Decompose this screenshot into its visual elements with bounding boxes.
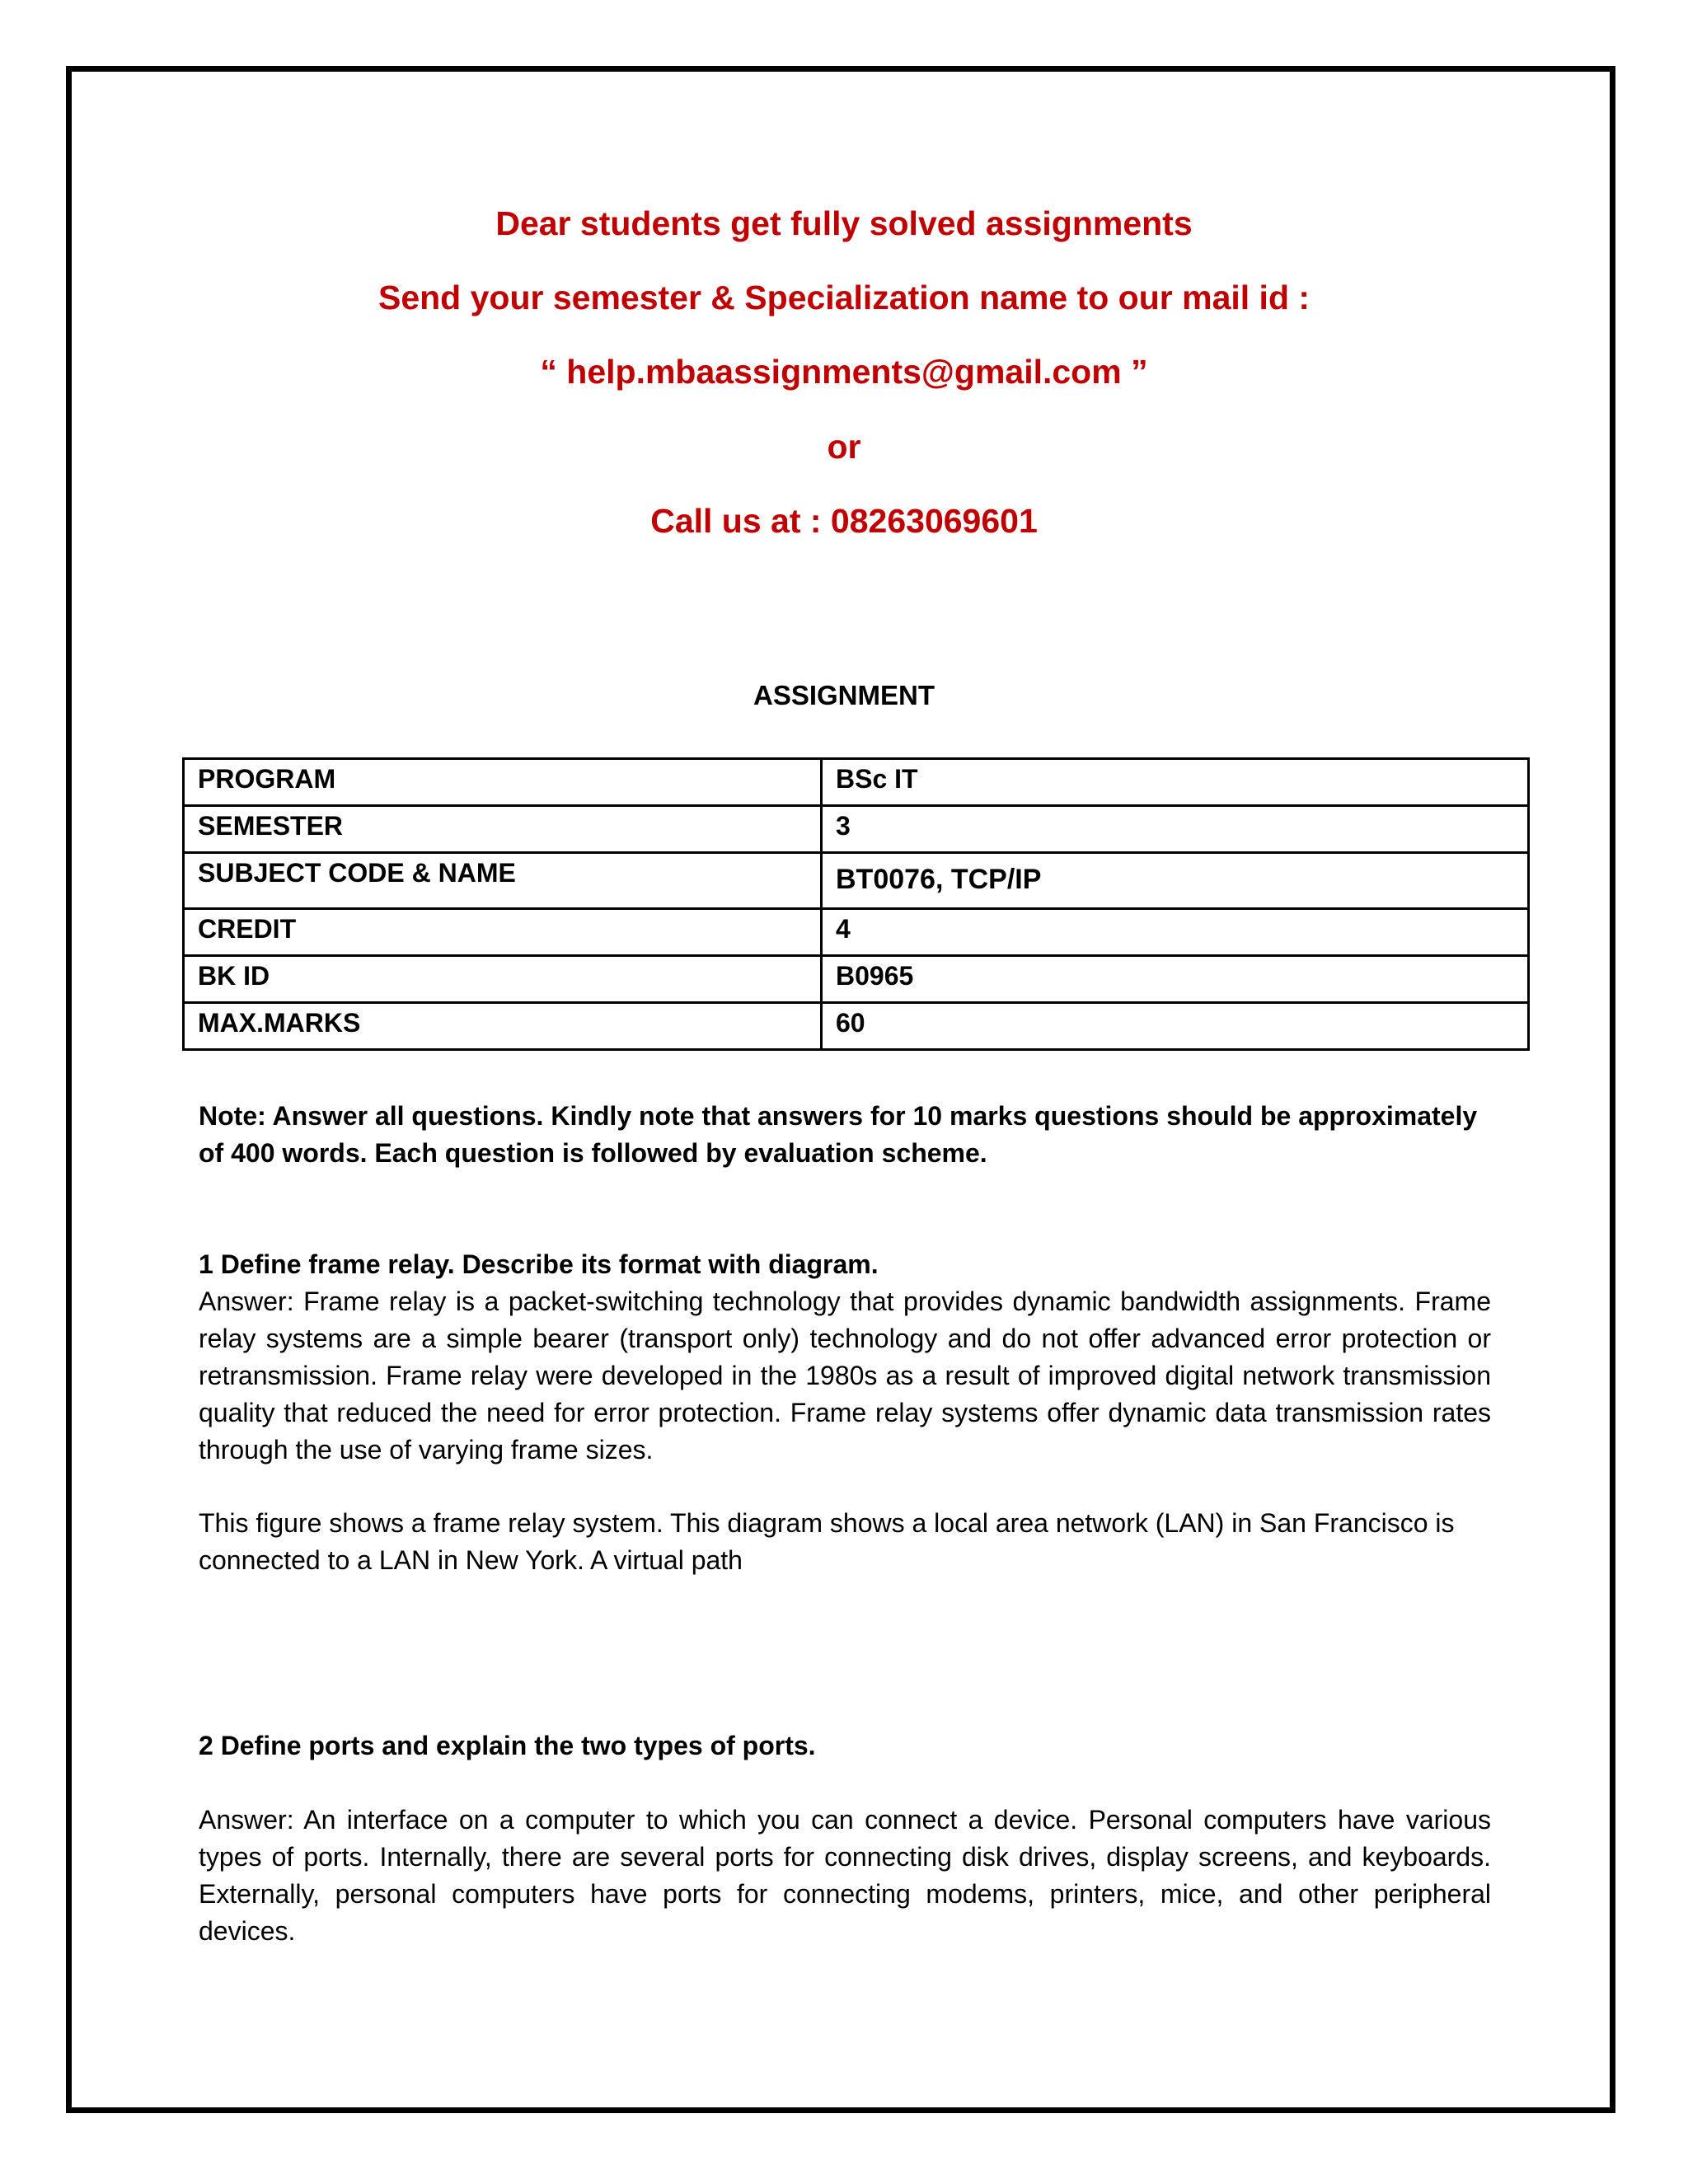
question-2-answer: Answer: An interface on a computer to which you can connect a device. Personal computers have various types of ports. Internally, there are several ports for connecting disk drives, display screens, and keyboards. Externally, personal computers have ports for connecting modems, printers, mice, and other peripheral devices. (199, 1805, 1491, 1946)
row-value: BT0076, TCP/IP (822, 853, 1529, 909)
row-label: CREDIT (184, 909, 822, 956)
table-row (184, 806, 1529, 853)
row-label: SUBJECT CODE & NAME (184, 853, 822, 909)
row-value: BSc IT (822, 759, 1529, 806)
assignment-title: ASSIGNMENT (753, 680, 935, 710)
question-2-heading: 2 Define ports and explain the two types of ports. (199, 1731, 816, 1760)
promo-instruction: Send your semester & Specialization name to our mail id : (377, 279, 1311, 316)
question-1-extra: This figure shows a frame relay system. This diagram shows a local area network (LAN) in San Francisco is connected to a LAN in New York. A virtual path (199, 1508, 1455, 1575)
promo-phone: Call us at : 08263069601 (650, 502, 1038, 540)
row-value: 4 (822, 909, 1529, 956)
row-value: 60 (822, 1003, 1529, 1050)
row-label: BK ID (184, 956, 822, 1003)
question-1-heading: 1 Define frame relay. Describe its format with diagram. (199, 1249, 879, 1279)
promo-email: “ help.mbaassignments@gmail.com ” (540, 353, 1148, 391)
assignment-info-table (182, 757, 1530, 1051)
promo-or: or (827, 428, 861, 466)
table-row (184, 853, 1529, 909)
row-label: MAX.MARKS (184, 1003, 822, 1050)
row-label: PROGRAM (184, 759, 822, 806)
table-row (184, 1003, 1529, 1050)
table-row (184, 956, 1529, 1003)
promo-headline: Dear students get fully solved assignments (495, 204, 1193, 242)
row-value: B0965 (822, 956, 1529, 1003)
table-row (184, 909, 1529, 956)
row-label: SEMESTER (184, 806, 822, 853)
row-value: 3 (822, 806, 1529, 853)
table-row (184, 759, 1529, 806)
assignment-note: Note: Answer all questions. Kindly note that answers for 10 marks questions should be approximately of 400 words. Each question is followed by evaluation scheme. (199, 1101, 1478, 1168)
question-1-answer: Answer: Frame relay is a packet-switching technology that provides dynamic bandwidth assignments. Frame relay systems are a simple bearer (transport only) technology and do not offer advanced error protection or retransmission. Frame relay were developed in the 1980s as a result of improved digital network transmission quality that reduced the need for error protection. Frame relay systems offer dynamic data transmission rates through the use of varying frame sizes. (199, 1286, 1491, 1465)
